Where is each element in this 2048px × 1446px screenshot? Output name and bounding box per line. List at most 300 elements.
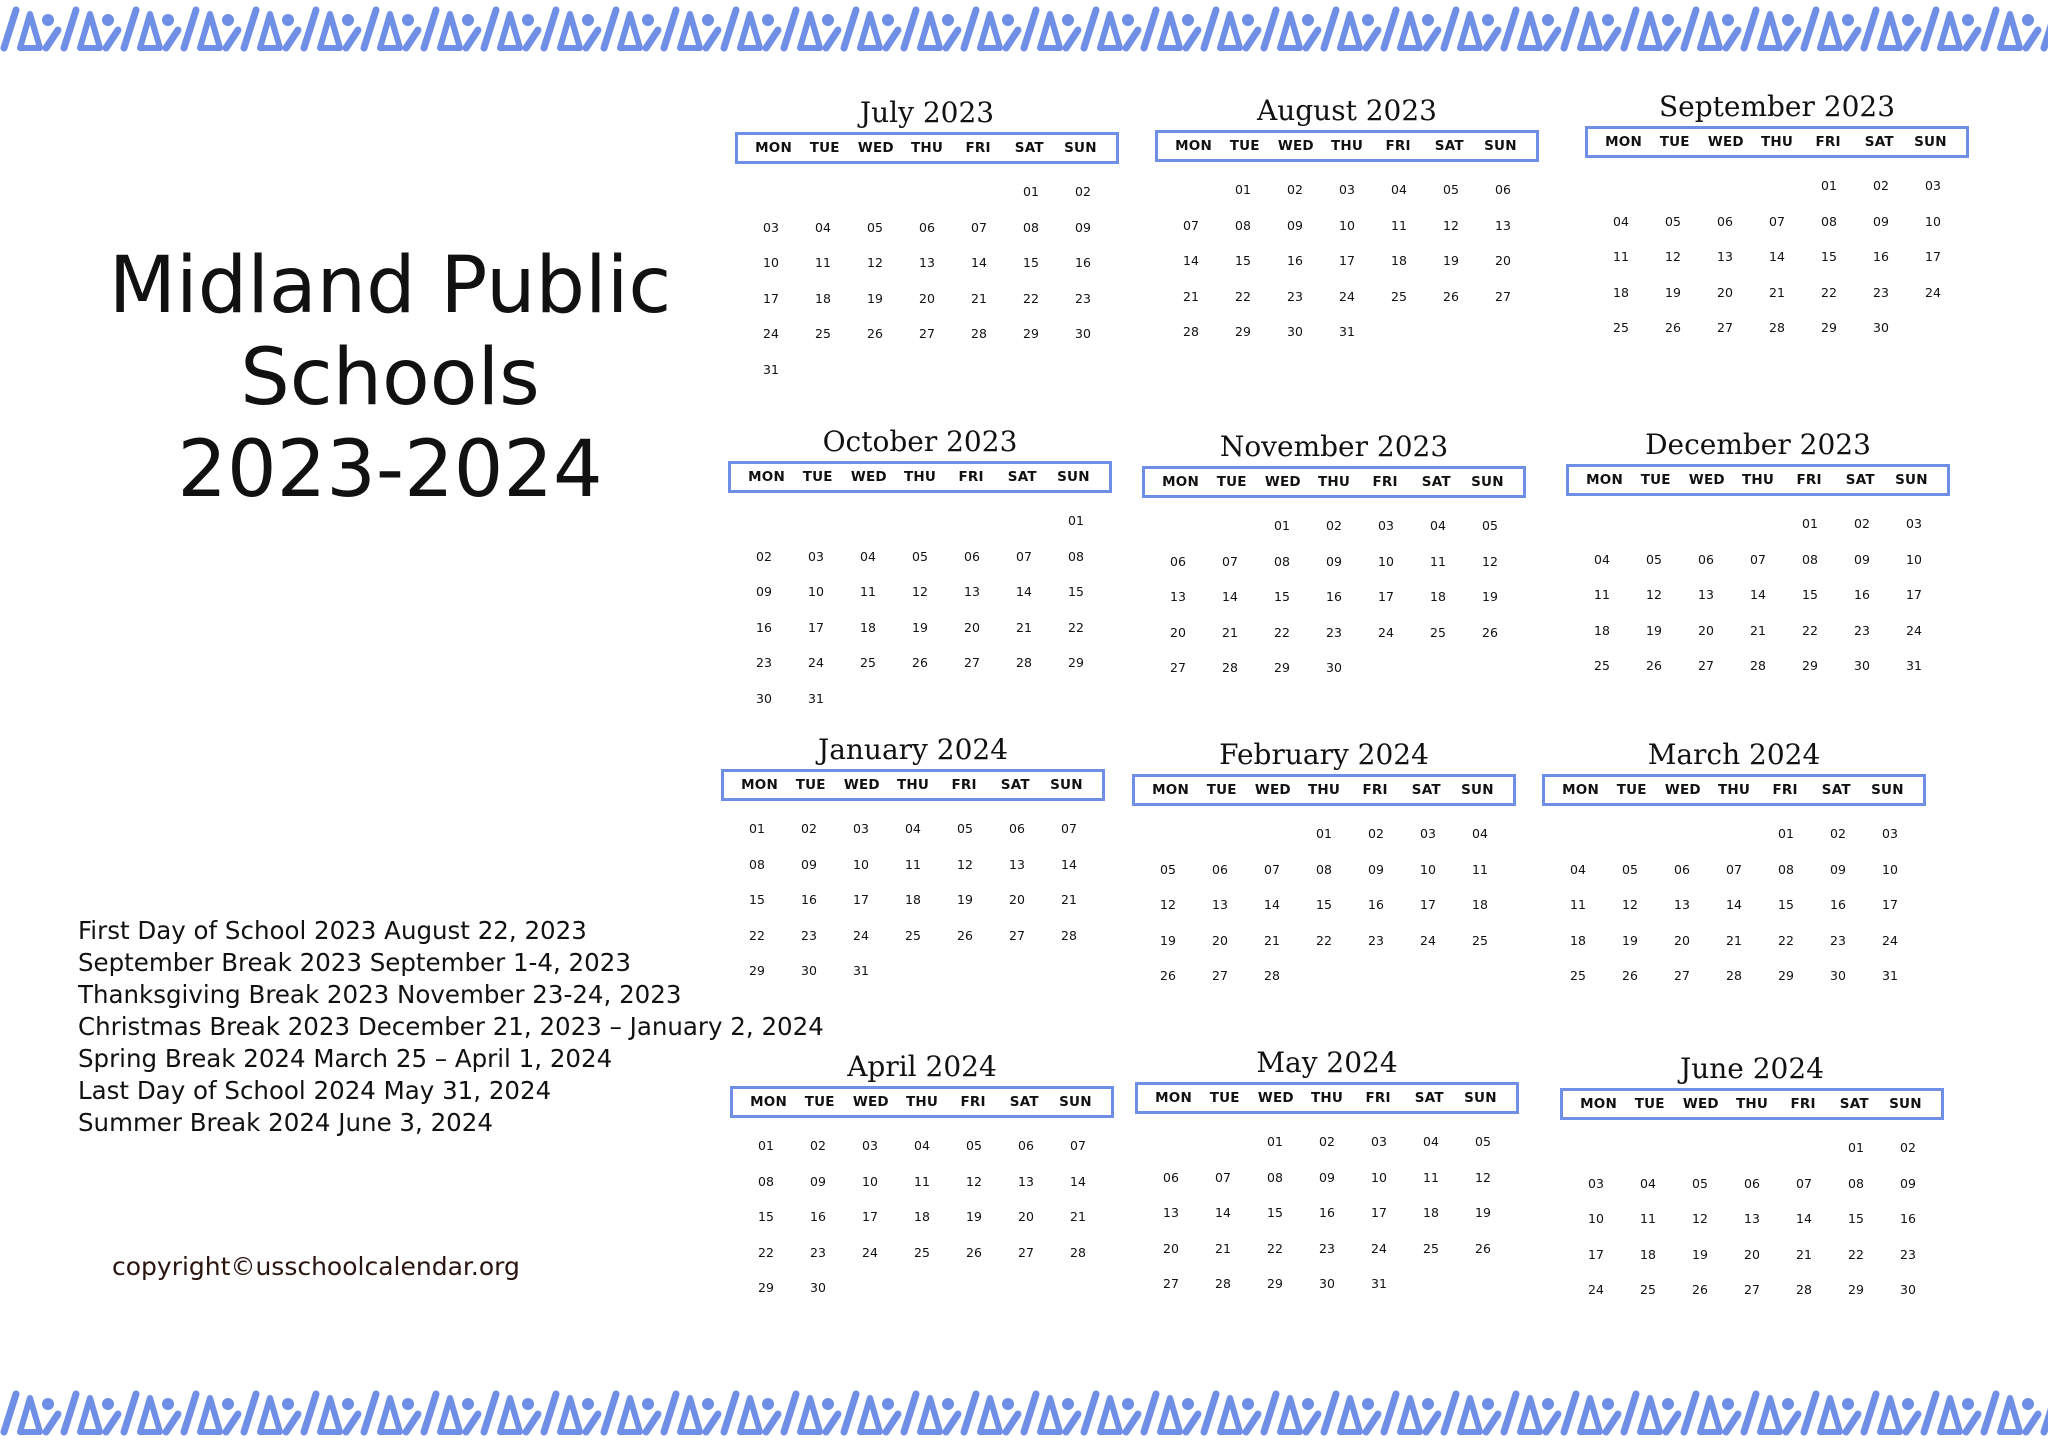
month-title: November 2023: [1219, 430, 1449, 463]
day-cell: 20: [1170, 624, 1186, 640]
empty-day-cell: [1152, 508, 1204, 544]
day-cell: 21: [1726, 932, 1742, 948]
day-cell: 29: [1023, 326, 1039, 341]
weekday-label: SAT: [1821, 782, 1851, 798]
day-cell: 06: [1674, 861, 1690, 877]
weekday-label: FRI: [960, 1094, 986, 1110]
day-cell: 06: [1698, 551, 1714, 567]
day-cell: 28: [1183, 324, 1199, 339]
day-cell: 21: [1215, 1240, 1231, 1256]
day-cell: 25: [1430, 624, 1446, 640]
empty-day-cell: [1778, 1130, 1830, 1166]
day-grid: [1560, 1130, 1944, 1308]
day-cell: 14: [1070, 1173, 1086, 1189]
day-cell: 16: [1326, 589, 1342, 604]
day-grid: [728, 503, 1112, 716]
day-cell: 22: [749, 927, 765, 943]
day-cell: 08: [749, 856, 765, 872]
month-title: March 2024: [1647, 738, 1821, 771]
day-cell: 16: [1830, 897, 1846, 912]
top-decorative-border: [0, 0, 2048, 62]
day-cell: 16: [1368, 897, 1384, 912]
empty-day-cell: [998, 503, 1050, 539]
day-cell: 06: [1212, 861, 1228, 877]
day-cell: 30: [1319, 1276, 1335, 1291]
day-cell: 22: [1023, 290, 1039, 306]
weekday-label: FRI: [965, 140, 991, 156]
weekday-label: FRI: [1362, 782, 1388, 798]
day-cell: 30: [801, 963, 817, 978]
weekday-label: SAT: [1014, 140, 1044, 156]
day-cell: 19: [1646, 622, 1662, 638]
day-cell: 05: [957, 821, 973, 836]
day-cell: 11: [815, 255, 831, 270]
day-cell: 22: [1267, 1240, 1283, 1256]
day-cell: 23: [756, 655, 772, 670]
day-cell: 31: [763, 361, 779, 377]
weekday-label: MON: [1162, 474, 1199, 490]
weekday-label: WED: [1707, 134, 1744, 150]
day-cell: 04: [860, 548, 876, 564]
weekday-label: WED: [1664, 782, 1701, 798]
weekday-label: SUN: [1059, 1094, 1092, 1110]
day-cell: 28: [1750, 658, 1766, 673]
weekday-label: THU: [1310, 1090, 1344, 1106]
day-cell: 15: [1267, 1205, 1283, 1220]
day-cell: 04: [1391, 182, 1407, 197]
day-cell: 17: [808, 619, 824, 635]
weekday-label: MON: [750, 1094, 787, 1110]
empty-day-cell: [790, 503, 842, 539]
day-cell: 03: [1588, 1175, 1604, 1191]
empty-day-cell: [1732, 506, 1784, 542]
day-cell: 20: [1674, 932, 1690, 948]
event-item: Spring Break 2024 March 25 – April 1, 2024: [78, 1044, 613, 1073]
day-cell: 05: [1160, 861, 1176, 877]
day-cell: 20: [1163, 1240, 1179, 1256]
weekday-label: MON: [755, 140, 792, 156]
day-cell: 06: [964, 548, 980, 564]
day-cell: 02: [1900, 1140, 1916, 1155]
day-cell: 23: [1075, 290, 1091, 306]
day-cell: 25: [914, 1244, 930, 1260]
empty-day-cell: [1751, 168, 1803, 204]
weekday-label: SUN: [1464, 1090, 1497, 1106]
weekday-label: THU: [1760, 134, 1794, 150]
weekday-label: TUE: [1659, 134, 1690, 150]
day-cell: 21: [971, 290, 987, 306]
empty-day-cell: [1145, 1124, 1197, 1160]
weekday-header: [730, 1086, 1114, 1118]
month-calendar: [730, 1050, 1114, 1306]
day-cell: 10: [808, 584, 824, 599]
weekday-label: TUE: [1640, 472, 1671, 488]
month-title: September 2023: [1658, 90, 1896, 123]
day-cell: 03: [1925, 178, 1941, 193]
empty-day-cell: [1165, 172, 1217, 208]
day-cell: 27: [964, 655, 980, 670]
day-cell: 16: [1900, 1211, 1916, 1226]
day-cell: 27: [1674, 968, 1690, 983]
day-cell: 02: [1854, 516, 1870, 531]
weekday-header: [735, 132, 1119, 164]
day-cell: 19: [1443, 253, 1459, 268]
weekday-label: THU: [1317, 474, 1351, 490]
day-cell: 27: [919, 326, 935, 341]
weekday-label: MON: [748, 469, 785, 485]
weekday-label: SUN: [1889, 1096, 1922, 1112]
day-grid: [730, 1128, 1114, 1306]
day-cell: 13: [1170, 589, 1186, 604]
day-cell: 14: [1016, 584, 1032, 599]
day-cell: 30: [1900, 1282, 1916, 1297]
day-cell: 02: [801, 821, 817, 836]
day-cell: 24: [1588, 1282, 1604, 1297]
weekday-header: [1135, 1082, 1519, 1114]
day-cell: 07: [1796, 1175, 1812, 1191]
day-cell: 04: [1570, 861, 1586, 877]
day-cell: 23: [1900, 1246, 1916, 1262]
weekday-label: MON: [1152, 782, 1189, 798]
day-cell: 08: [1848, 1175, 1864, 1191]
day-cell: 06: [1495, 182, 1511, 197]
day-cell: 06: [919, 219, 935, 235]
day-cell: 29: [1848, 1282, 1864, 1297]
day-cell: 25: [815, 326, 831, 341]
day-cell: 04: [1594, 551, 1610, 567]
day-cell: 10: [853, 856, 869, 872]
weekday-header: [1560, 1088, 1944, 1120]
day-cell: 18: [1391, 253, 1407, 268]
event-item: Last Day of School 2024 May 31, 2024: [78, 1076, 552, 1105]
day-cell: 05: [1622, 861, 1638, 877]
day-cell: 23: [1830, 932, 1846, 948]
weekday-label: SUN: [1064, 140, 1097, 156]
day-cell: 16: [810, 1209, 826, 1224]
day-cell: 28: [1796, 1282, 1812, 1297]
weekday-label: SUN: [1461, 782, 1494, 798]
day-grid: [1566, 506, 1950, 684]
day-cell: 05: [1475, 1134, 1491, 1149]
day-cell: 10: [1925, 213, 1941, 229]
day-cell: 07: [1183, 217, 1199, 233]
day-cell: 20: [1717, 284, 1733, 300]
weekday-label: WED: [843, 777, 880, 793]
empty-day-cell: [1604, 816, 1656, 852]
day-cell: 07: [1061, 821, 1077, 836]
day-cell: 05: [966, 1138, 982, 1153]
day-cell: 08: [1023, 219, 1039, 235]
day-cell: 10: [1420, 861, 1436, 877]
day-cell: 26: [966, 1244, 982, 1260]
day-cell: 08: [1274, 553, 1290, 569]
day-cell: 14: [1264, 897, 1280, 912]
day-cell: 16: [1873, 249, 1889, 264]
empty-day-cell: [842, 503, 894, 539]
day-cell: 18: [1613, 284, 1629, 300]
day-cell: 14: [1726, 897, 1742, 912]
day-cell: 20: [1698, 622, 1714, 638]
empty-day-cell: [1628, 506, 1680, 542]
weekday-label: MON: [1586, 472, 1623, 488]
day-cell: 17: [1906, 587, 1922, 602]
day-cell: 22: [758, 1244, 774, 1260]
day-cell: 07: [1070, 1138, 1086, 1153]
day-cell: 12: [1646, 587, 1662, 602]
month-title: August 2023: [1257, 94, 1437, 127]
empty-day-cell: [953, 174, 1005, 210]
day-cell: 17: [1420, 897, 1436, 912]
day-cell: 14: [1222, 589, 1238, 604]
weekday-label: WED: [857, 140, 894, 156]
day-cell: 13: [1212, 897, 1228, 912]
day-cell: 26: [957, 927, 973, 943]
day-cell: 20: [1495, 253, 1511, 268]
day-cell: 13: [1495, 217, 1511, 233]
day-cell: 12: [957, 856, 973, 872]
day-cell: 19: [1160, 932, 1176, 948]
day-cell: 14: [1750, 587, 1766, 602]
day-cell: 08: [758, 1173, 774, 1189]
day-cell: 25: [1472, 932, 1488, 948]
weekday-header: [1155, 130, 1539, 162]
weekday-label: FRI: [1790, 1096, 1816, 1112]
day-cell: 14: [1796, 1211, 1812, 1226]
day-cell: 19: [1665, 284, 1681, 300]
empty-day-cell: [1552, 816, 1604, 852]
month-calendar: [1155, 94, 1539, 350]
day-cell: 09: [1075, 219, 1091, 235]
weekday-label: WED: [1254, 782, 1291, 798]
event-item: Summer Break 2024 June 3, 2024: [78, 1108, 493, 1137]
day-cell: 06: [1163, 1169, 1179, 1185]
day-cell: 26: [1665, 320, 1681, 335]
day-cell: 02: [1326, 518, 1342, 533]
day-cell: 25: [905, 927, 921, 943]
day-cell: 05: [1646, 551, 1662, 567]
day-cell: 29: [1802, 658, 1818, 673]
month-calendar: [728, 425, 1112, 716]
day-cell: 26: [912, 655, 928, 670]
day-cell: 13: [964, 584, 980, 599]
day-cell: 23: [801, 927, 817, 943]
bottom-decorative-border: [0, 1384, 2048, 1446]
day-cell: 27: [1744, 1282, 1760, 1297]
weekday-label: WED: [852, 1094, 889, 1110]
day-cell: 21: [1070, 1209, 1086, 1224]
day-cell: 02: [1368, 826, 1384, 841]
day-cell: 20: [1212, 932, 1228, 948]
weekday-header: [1542, 774, 1926, 806]
day-cell: 01: [1848, 1140, 1864, 1155]
empty-day-cell: [1204, 508, 1256, 544]
day-cell: 17: [763, 290, 779, 306]
day-cell: 23: [1287, 288, 1303, 304]
day-cell: 15: [1316, 897, 1332, 912]
day-cell: 17: [1925, 249, 1941, 264]
weekday-header: [1585, 126, 1969, 158]
day-cell: 15: [1023, 255, 1039, 270]
weekday-label: FRI: [1385, 138, 1411, 154]
empty-day-cell: [1647, 168, 1699, 204]
day-cell: 27: [1698, 658, 1714, 673]
day-cell: 17: [853, 892, 869, 907]
weekday-label: THU: [896, 777, 930, 793]
day-cell: 02: [1287, 182, 1303, 197]
day-cell: 26: [1482, 624, 1498, 640]
day-cell: 26: [1692, 1282, 1708, 1297]
day-cell: 25: [1570, 968, 1586, 983]
day-cell: 23: [1873, 284, 1889, 300]
weekday-label: MON: [741, 777, 778, 793]
day-cell: 09: [1873, 213, 1889, 229]
day-cell: 14: [1183, 253, 1199, 268]
empty-day-cell: [1194, 816, 1246, 852]
day-cell: 21: [1183, 288, 1199, 304]
weekday-label: THU: [1717, 782, 1751, 798]
weekday-label: FRI: [1365, 1090, 1391, 1106]
day-cell: 05: [1482, 518, 1498, 533]
weekday-label: SUN: [1914, 134, 1947, 150]
month-calendar: [1132, 738, 1516, 994]
day-cell: 12: [867, 255, 883, 270]
day-cell: 11: [1570, 897, 1586, 912]
day-cell: 15: [1802, 587, 1818, 602]
day-cell: 24: [808, 655, 824, 670]
weekday-label: MON: [1155, 1090, 1192, 1106]
weekday-label: TUE: [1206, 782, 1237, 798]
empty-day-cell: [849, 174, 901, 210]
day-cell: 12: [912, 584, 928, 599]
month-calendar: [1142, 430, 1526, 686]
day-cell: 06: [1018, 1138, 1034, 1153]
day-cell: 01: [1778, 826, 1794, 841]
day-cell: 01: [749, 821, 765, 836]
day-cell: 08: [1802, 551, 1818, 567]
day-cell: 03: [1882, 826, 1898, 841]
day-cell: 22: [1068, 619, 1084, 635]
day-cell: 17: [1882, 897, 1898, 912]
day-cell: 02: [756, 548, 772, 564]
empty-day-cell: [894, 503, 946, 539]
day-grid: [1542, 816, 1926, 994]
day-cell: 17: [862, 1209, 878, 1224]
day-cell: 24: [853, 927, 869, 943]
day-cell: 24: [1925, 284, 1941, 300]
day-cell: 31: [1882, 968, 1898, 983]
day-cell: 03: [862, 1138, 878, 1153]
day-cell: 07: [1769, 213, 1785, 229]
day-cell: 26: [1475, 1240, 1491, 1256]
day-cell: 14: [1061, 856, 1077, 872]
day-cell: 10: [1339, 217, 1355, 233]
weekday-label: MON: [1580, 1096, 1617, 1112]
day-cell: 15: [758, 1209, 774, 1224]
month-calendar: [1560, 1052, 1944, 1308]
day-cell: 12: [1475, 1169, 1491, 1185]
day-cell: 09: [756, 584, 772, 599]
day-cell: 29: [1068, 655, 1084, 670]
weekday-label: TUE: [809, 140, 840, 156]
day-cell: 24: [763, 326, 779, 341]
day-cell: 09: [1368, 861, 1384, 877]
weekday-label: THU: [1741, 472, 1775, 488]
weekday-label: FRI: [1796, 472, 1822, 488]
day-cell: 30: [1075, 326, 1091, 341]
day-cell: 07: [971, 219, 987, 235]
day-cell: 11: [1423, 1169, 1439, 1185]
event-item: Christmas Break 2023 December 21, 2023 – January 2, 2024: [78, 1012, 824, 1041]
day-cell: 18: [1570, 932, 1586, 948]
day-cell: 26: [1646, 658, 1662, 673]
day-cell: 19: [1692, 1246, 1708, 1262]
empty-day-cell: [738, 503, 790, 539]
title-line-3: 2023-2024: [177, 425, 603, 515]
day-cell: 27: [1212, 968, 1228, 983]
day-cell: 03: [808, 548, 824, 564]
month-calendar: [735, 96, 1119, 387]
weekday-label: FRI: [951, 777, 977, 793]
weekday-label: TUE: [1634, 1096, 1665, 1112]
day-cell: 28: [971, 326, 987, 341]
day-cell: 25: [860, 655, 876, 670]
day-cell: 23: [1368, 932, 1384, 948]
weekday-label: SUN: [1871, 782, 1904, 798]
weekday-label: SUN: [1471, 474, 1504, 490]
day-cell: 12: [1622, 897, 1638, 912]
empty-day-cell: [901, 174, 953, 210]
day-cell: 19: [1622, 932, 1638, 948]
day-cell: 13: [1163, 1205, 1179, 1220]
day-cell: 22: [1235, 288, 1251, 304]
month-title: June 2024: [1679, 1052, 1825, 1085]
day-cell: 13: [1698, 587, 1714, 602]
day-cell: 19: [966, 1209, 982, 1224]
day-cell: 18: [914, 1209, 930, 1224]
weekday-label: SUN: [1050, 777, 1083, 793]
weekday-label: THU: [1307, 782, 1341, 798]
weekday-label: SAT: [1414, 1090, 1444, 1106]
day-cell: 05: [1443, 182, 1459, 197]
day-cell: 19: [867, 290, 883, 306]
day-cell: 17: [1371, 1205, 1387, 1220]
day-cell: 07: [1222, 553, 1238, 569]
day-cell: 28: [1726, 968, 1742, 983]
day-cell: 25: [1423, 1240, 1439, 1256]
day-grid: [735, 174, 1119, 387]
weekday-label: WED: [850, 469, 887, 485]
day-cell: 31: [808, 690, 824, 706]
day-cell: 16: [1854, 587, 1870, 602]
day-cell: 04: [1423, 1134, 1439, 1149]
day-cell: 16: [801, 892, 817, 907]
day-cell: 28: [1215, 1276, 1231, 1291]
day-cell: 10: [1882, 861, 1898, 877]
weekday-header: [721, 769, 1105, 801]
weekday-label: TUE: [1229, 138, 1260, 154]
day-cell: 03: [1371, 1134, 1387, 1149]
day-cell: 17: [1378, 589, 1394, 604]
day-cell: 02: [1830, 826, 1846, 841]
day-cell: 26: [1622, 968, 1638, 983]
day-cell: 06: [1744, 1175, 1760, 1191]
day-cell: 15: [1821, 249, 1837, 264]
day-cell: 08: [1821, 213, 1837, 229]
day-cell: 19: [957, 892, 973, 907]
day-cell: 26: [1443, 288, 1459, 304]
month-title: December 2023: [1645, 428, 1871, 461]
day-cell: 23: [810, 1244, 826, 1260]
